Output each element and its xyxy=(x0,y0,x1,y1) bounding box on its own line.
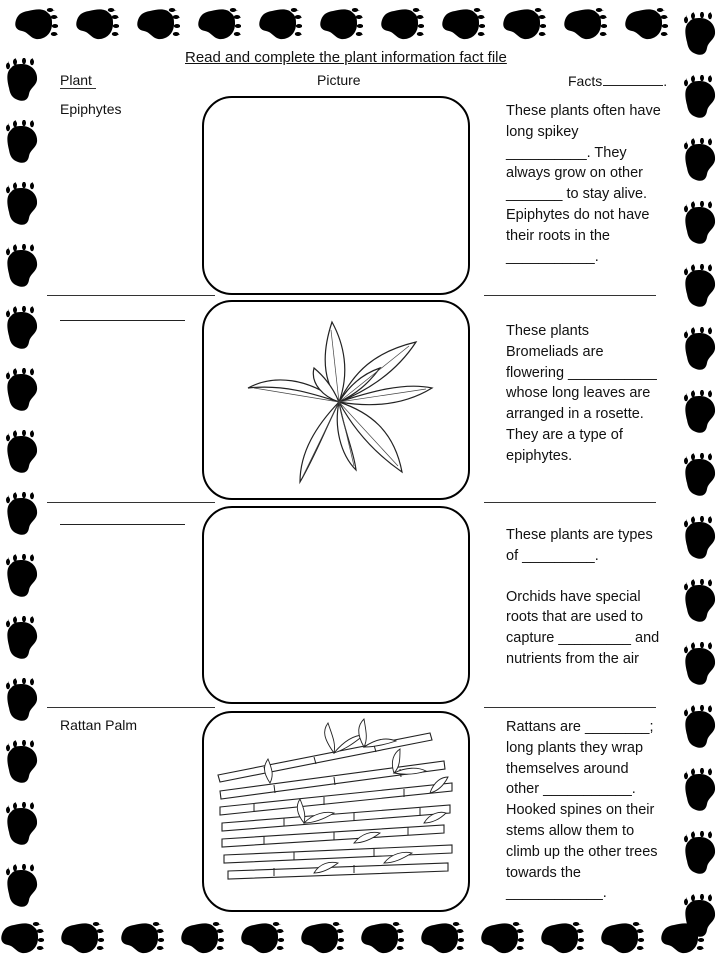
bromeliad-illustration xyxy=(204,302,467,497)
paw-print-icon xyxy=(678,642,720,686)
worksheet-title: Read and complete the plant information fact file xyxy=(185,49,507,66)
paw-print-icon xyxy=(0,678,44,722)
paw-print-icon xyxy=(678,327,720,371)
paw-print-icon xyxy=(240,916,284,960)
paw-print-icon xyxy=(0,616,44,660)
paw-print-icon xyxy=(678,705,720,749)
picture-column-header: Picture xyxy=(317,72,361,88)
facts-text xyxy=(506,101,664,267)
paw-print-icon xyxy=(563,2,607,46)
paw-print-icon xyxy=(0,916,44,960)
paw-print-icon xyxy=(180,916,224,960)
paw-print-icon xyxy=(0,864,44,908)
paw-print-icon xyxy=(441,2,485,46)
paw-print-icon xyxy=(678,831,720,875)
paw-print-icon xyxy=(0,120,44,164)
paw-print-icon xyxy=(420,916,464,960)
paw-print-icon xyxy=(678,138,720,182)
paw-print-icon xyxy=(0,368,44,412)
plant-name-rattan-palm: Rattan Palm xyxy=(60,717,138,733)
paw-print-icon xyxy=(0,430,44,474)
paw-print-icon xyxy=(300,916,344,960)
row-divider xyxy=(47,502,215,503)
plant-column-header: Plant xyxy=(60,72,92,88)
paw-print-icon xyxy=(678,75,720,119)
paw-print-icon xyxy=(678,390,720,434)
fact-paragraph: These plants Bromeliads are flowering ___________ whose long leaves are arranged in a rosette. They are a type of epiphytes. xyxy=(506,323,657,464)
paw-print-icon xyxy=(0,554,44,598)
paw-print-icon xyxy=(678,768,720,812)
fact-paragraph: These plants often have long spikey __________. They always grow on other _______ to stay alive. Epiphytes do not have their roots in the ___________. xyxy=(506,103,661,265)
paw-print-icon xyxy=(678,12,720,56)
row-divider xyxy=(484,295,656,296)
fact-paragraph: These plants are types of _________. xyxy=(506,527,653,564)
plant-name-blank[interactable] xyxy=(60,306,185,321)
paw-print-icon xyxy=(0,740,44,784)
paw-print-icon xyxy=(480,916,524,960)
picture-frame-blank[interactable] xyxy=(202,96,470,295)
paw-print-icon xyxy=(60,916,104,960)
paw-print-icon xyxy=(136,2,180,46)
paw-print-icon xyxy=(380,2,424,46)
row-divider xyxy=(47,707,215,708)
fact-paragraph: Rattans are ________; long plants they wrap themselves around other ___________. Hooked spines on their stems allow them to climb up the other trees towards the ____________. xyxy=(506,719,658,902)
paw-print-icon xyxy=(678,264,720,308)
paw-print-icon xyxy=(0,58,44,102)
picture-frame-rattan xyxy=(202,711,470,912)
paw-print-icon xyxy=(502,2,546,46)
paw-print-icon xyxy=(258,2,302,46)
row-divider xyxy=(484,707,656,708)
paw-print-icon xyxy=(678,201,720,245)
paw-print-icon xyxy=(120,916,164,960)
rattan-illustration xyxy=(204,713,467,909)
paw-print-icon xyxy=(0,306,44,350)
plant-name-epiphytes: Epiphytes xyxy=(60,101,122,117)
paw-print-icon xyxy=(360,916,404,960)
row-divider xyxy=(47,295,215,296)
paw-print-icon xyxy=(624,2,668,46)
paw-print-icon xyxy=(75,2,119,46)
paw-print-icon xyxy=(197,2,241,46)
fact-paragraph: Orchids have special roots that are used to capture _________ and nutrients from the air xyxy=(506,588,660,667)
paw-print-icon xyxy=(0,492,44,536)
paw-print-icon xyxy=(678,894,720,938)
facts-text xyxy=(506,717,664,904)
paw-print-icon xyxy=(540,916,584,960)
paw-print-icon xyxy=(319,2,363,46)
paw-print-icon xyxy=(678,453,720,497)
plant-name-blank[interactable] xyxy=(60,510,185,525)
paw-print-icon xyxy=(678,579,720,623)
picture-frame-blank[interactable] xyxy=(202,506,470,704)
paw-print-icon xyxy=(678,516,720,560)
paw-print-icon xyxy=(600,916,644,960)
row-divider xyxy=(484,502,656,503)
paw-print-icon xyxy=(0,802,44,846)
facts-text xyxy=(506,321,664,467)
picture-frame-bromeliad xyxy=(202,300,470,500)
facts-text xyxy=(506,525,664,670)
plant-header-underline xyxy=(60,88,96,89)
facts-column-header: Facts . xyxy=(568,73,668,89)
paw-print-icon xyxy=(14,2,58,46)
paw-print-icon xyxy=(0,244,44,288)
paw-print-icon xyxy=(0,182,44,226)
